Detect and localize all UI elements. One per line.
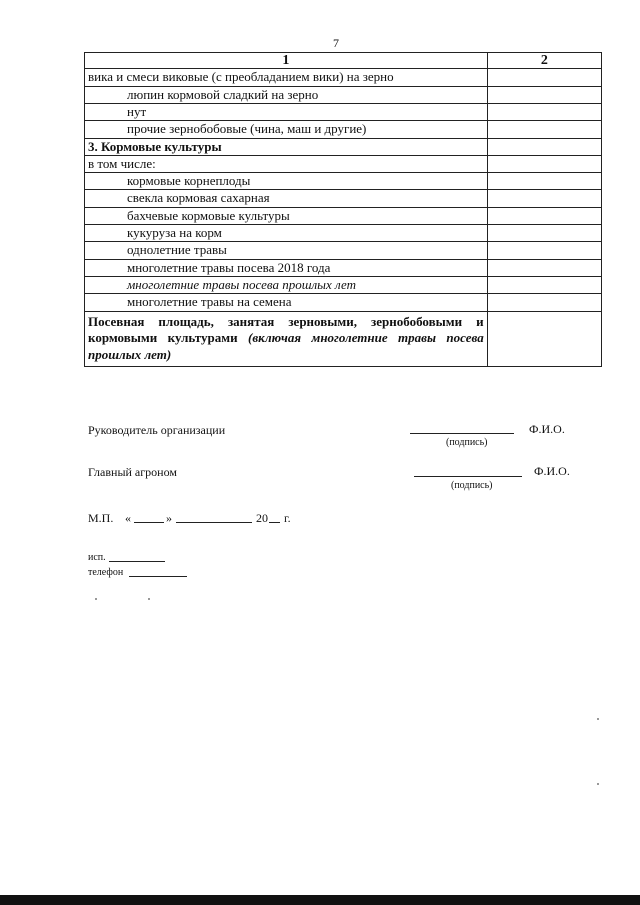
row-value-cell[interactable] — [487, 103, 601, 120]
table-row — [85, 242, 602, 259]
table-row — [85, 190, 602, 207]
row-value-cell[interactable] — [487, 86, 601, 103]
agronomist-label: Главный агроном — [88, 465, 177, 479]
row-label: 3. Кормовые культуры — [85, 138, 488, 155]
table-header-col2: 2 — [487, 53, 601, 69]
row-value-cell[interactable] — [487, 121, 601, 138]
table-row — [85, 103, 602, 120]
crop-area-table — [84, 52, 602, 367]
row-value-cell[interactable] — [487, 276, 601, 293]
head-signature-line[interactable] — [410, 433, 514, 434]
table-row — [85, 69, 602, 86]
row-label: однолетние травы — [85, 242, 488, 259]
summary-bold-text: Посевная площадь, занятая зерновыми, зернобобовыми и кормовыми культурами — [88, 313, 484, 346]
row-label: вика и смеси виковые (с преобладанием вики) на зерно — [85, 69, 488, 86]
scan-dot — [95, 598, 97, 600]
row-value-cell[interactable] — [487, 190, 601, 207]
executor-label: исп. — [88, 552, 106, 563]
row-value-cell[interactable] — [487, 259, 601, 276]
row-value-cell[interactable] — [487, 207, 601, 224]
summary-row — [85, 311, 602, 367]
row-value-cell[interactable] — [487, 155, 601, 172]
table-row — [85, 121, 602, 138]
head-label: Руководитель организации — [88, 423, 226, 437]
row-value-cell[interactable] — [487, 173, 601, 190]
head-fio: Ф.И.О. — [529, 422, 565, 436]
table-row — [85, 225, 602, 242]
scan-dot — [597, 718, 599, 720]
table-row — [85, 155, 602, 172]
date-year-suffix: г. — [284, 511, 291, 525]
table-header-row — [85, 53, 602, 69]
scan-dot — [148, 598, 150, 600]
agronomist-signature-caption: (подпись) — [451, 480, 493, 491]
stamp-label: М.П. — [88, 511, 114, 525]
date-month-line[interactable] — [176, 522, 252, 523]
row-value-cell[interactable] — [487, 138, 601, 155]
row-value-cell[interactable] — [487, 242, 601, 259]
table-row — [85, 259, 602, 276]
row-label: многолетние травы на семена — [85, 294, 488, 311]
row-label: нут — [85, 103, 488, 120]
row-value-cell[interactable] — [487, 225, 601, 242]
table-header-col1: 1 — [85, 53, 488, 69]
table-row — [85, 276, 602, 293]
row-label: бахчевые кормовые культуры — [85, 207, 488, 224]
table-row — [85, 207, 602, 224]
row-label: в том числе: — [85, 155, 488, 172]
executor-line[interactable] — [109, 561, 165, 562]
date-year-prefix: 20 — [256, 511, 268, 525]
row-label: люпин кормовой сладкий на зерно — [85, 86, 488, 103]
date-close-quote: » — [166, 511, 172, 525]
scan-dot — [597, 783, 599, 785]
head-signature-caption: (подпись) — [446, 437, 488, 448]
scan-bottom-edge — [0, 895, 640, 905]
agronomist-signature-line[interactable] — [414, 476, 522, 477]
summary-label — [85, 311, 488, 367]
table-row — [85, 86, 602, 103]
table-row — [85, 294, 602, 311]
date-open-quote: « — [125, 511, 131, 525]
row-value-cell[interactable] — [487, 69, 601, 86]
table-row — [85, 138, 602, 155]
date-year-line[interactable] — [269, 522, 280, 523]
summary-italic-text: (включая многолетние травы посева прошлых лет) — [88, 330, 484, 363]
row-label: свекла кормовая сахарная — [85, 190, 488, 207]
phone-label: телефон — [88, 567, 124, 578]
row-label: многолетние травы посева прошлых лет — [85, 276, 488, 293]
summary-value-cell[interactable] — [487, 311, 601, 367]
date-day-line[interactable] — [134, 522, 164, 523]
phone-line[interactable] — [129, 576, 187, 577]
row-label: многолетние травы посева 2018 года — [85, 259, 488, 276]
row-label: прочие зернобобовые (чина, маш и другие) — [85, 121, 488, 138]
table-row — [85, 173, 602, 190]
agronomist-fio: Ф.И.О. — [534, 464, 570, 478]
row-value-cell[interactable] — [487, 294, 601, 311]
page-number: 7 — [333, 36, 339, 50]
row-label: кормовые корнеплоды — [85, 173, 488, 190]
row-label: кукуруза на корм — [85, 225, 488, 242]
